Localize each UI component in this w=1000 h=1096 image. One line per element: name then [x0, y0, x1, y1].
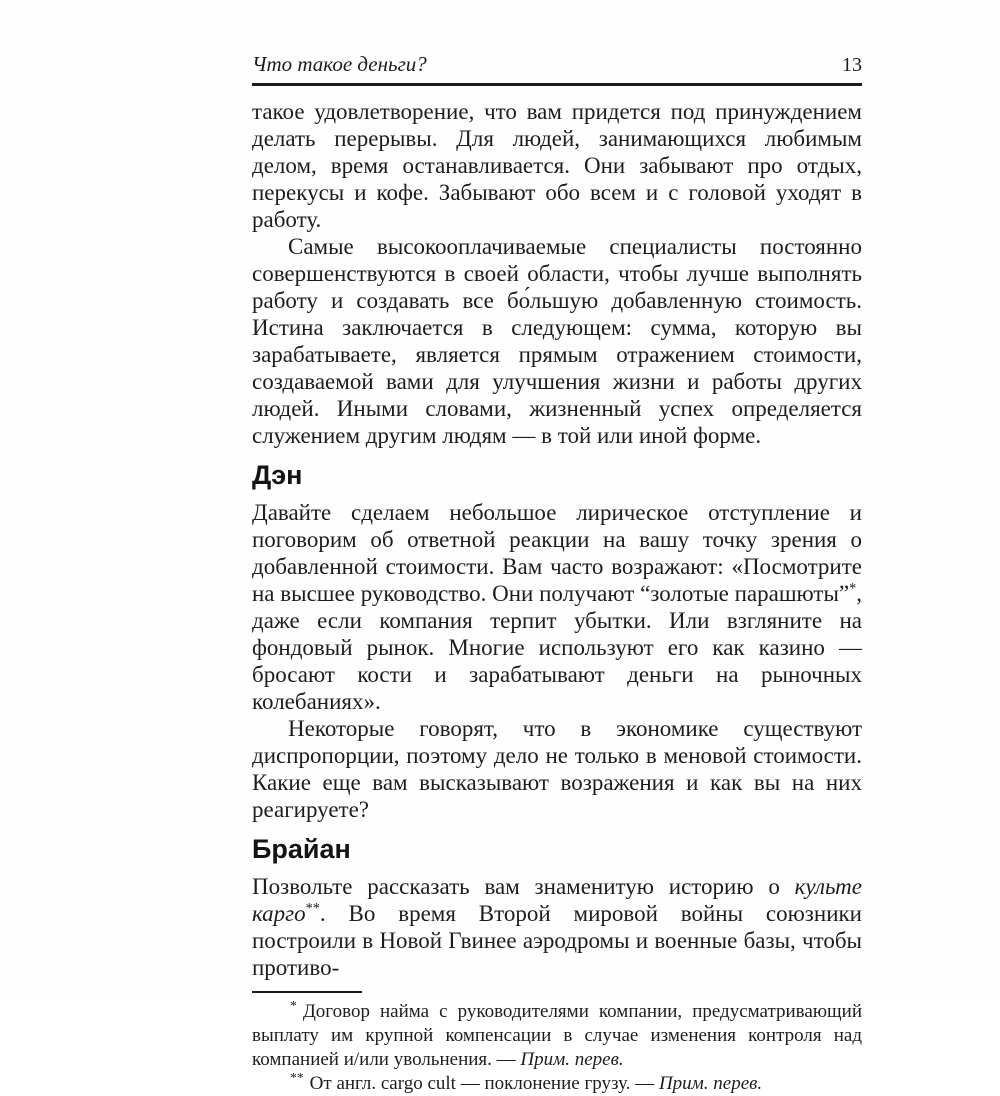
footnote-item	[252, 1069, 862, 1096]
footnote-item	[252, 997, 862, 1072]
paragraph	[252, 873, 862, 981]
footnote-reference-double-asterisk: **	[305, 900, 320, 917]
footnote-source: Прим. перев.	[520, 1049, 624, 1070]
paragraph-text: . Во время Второй мировой войны союзники построили в Новой Гвинее аэродромы и военные базы, чтобы противо-	[252, 901, 862, 980]
footnote-text: От англ. cargo cult — поклонение грузу. —	[309, 1073, 659, 1094]
paragraph	[252, 499, 862, 715]
paragraph-text: , даже если компания терпит убытки. Или взгляните на фондовый рынок. Многие используют его как казино — бросают кости и зарабатывают деньги на рыночных колебаниях».	[252, 581, 862, 714]
speaker-heading-dan: Дэн	[252, 460, 303, 490]
footnote-marker: *	[290, 997, 297, 1013]
paragraph-continuation: такое удовлетворение, что вам придется под принуждением делать перерывы. Для людей, занимающихся любимым делом, время останавливается. Они забывают про отдых, перекусы и кофе. Забывают обо всем и с головой уходят в работу.	[252, 99, 862, 232]
footnotes	[252, 997, 862, 1096]
paragraph-text: Давайте сделаем небольшое лирическое отступление и поговорим об ответной реакции на вашу точку зрения о добавленной стоимости. Вам часто возражают: «Посмотрите на высшее руководство. Они получают “золотые парашюты”	[252, 500, 862, 606]
footnote-separator-rule	[252, 991, 362, 993]
footnote-source: Прим. перев.	[658, 1073, 763, 1094]
speaker-heading-brian: Брайан	[252, 834, 351, 864]
running-title: Что такое деньги?	[252, 52, 427, 76]
page-header	[252, 52, 862, 77]
paragraph: Некоторые говорят, что в экономике существуют диспропорции, поэтому дело не только в меновой стоимости. Какие еще вам высказывают возражения и как вы на них реагируете?	[252, 716, 862, 822]
emphasized-term: культе карго	[252, 874, 862, 926]
header-rule	[252, 83, 862, 86]
paragraph-text: Позвольте рассказать вам знаменитую историю о	[252, 874, 795, 899]
footnote-marker: **	[290, 1069, 304, 1085]
page-number: 13	[842, 54, 862, 76]
footnote-text: Договор найма с руководителями компании, предусматривающий выплату им крупной компенсации в случае изменения контроля над компанией и/или увольнения. —	[252, 1001, 862, 1070]
page-body	[252, 98, 862, 981]
footnote-reference-asterisk: *	[849, 580, 857, 597]
page-content-column	[252, 0, 862, 1096]
paragraph: Самые высокооплачиваемые специалисты постоянно совершенствуются в своей области, чтобы лучше выполнять работу и создавать все бо́льшую добавленную стоимость. Истина заключается в следующем: сумма, которую вы зарабатываете, является прямым отражением стоимости, создаваемой вами для улучшения жизни и работы других людей. Иными словами, жизненный успех определяется служением другим людям — в той или иной форме.	[252, 234, 862, 448]
